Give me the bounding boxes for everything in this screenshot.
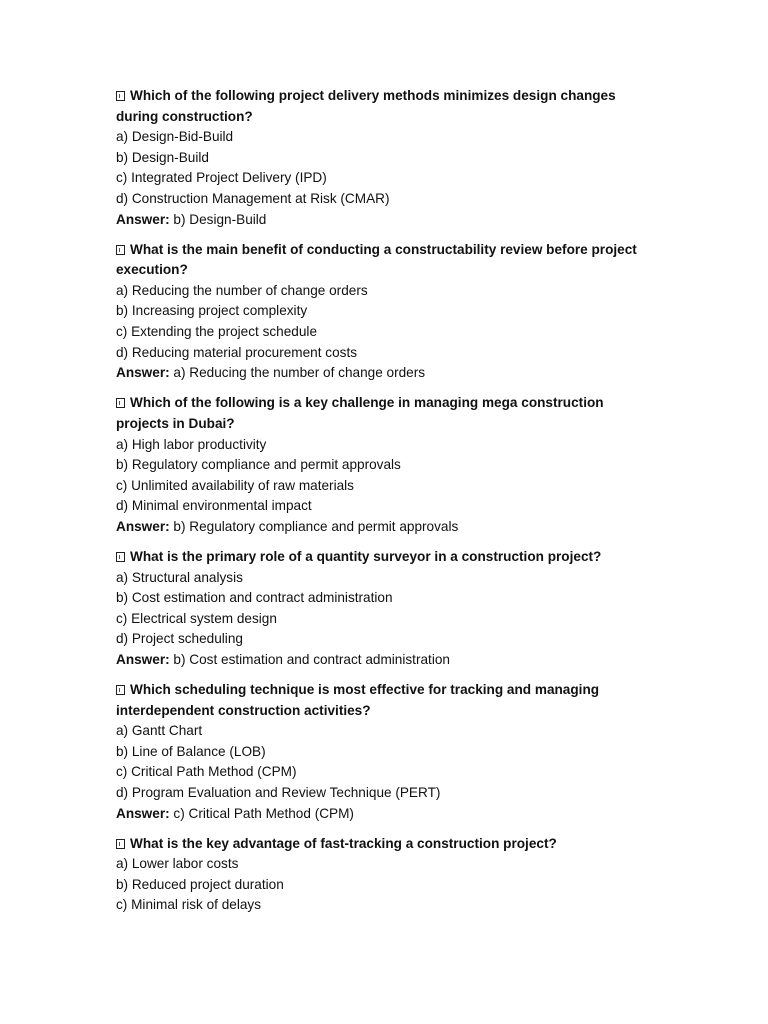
answer-value: b) Cost estimation and contract administration [173,651,450,667]
question-text: Which of the following project delivery methods minimizes design changes during construction? [116,88,616,124]
option: a) Gantt Chart [116,723,203,739]
option: a) Reducing the number of change orders [116,282,368,298]
bullet-icon [116,552,125,562]
option: c) Minimal risk of delays [116,897,262,913]
option: d) Program Evaluation and Review Technique (PERT) [116,785,441,800]
option: c) Electrical system design [116,610,277,626]
answer-label: Answer: [116,805,170,821]
option: d) Reducing material procurement costs [116,344,358,360]
answer-value: b) Regulatory compliance and permit approvals [173,518,459,534]
question-block [116,86,656,230]
option: c) Unlimited availability of raw materials [116,477,354,493]
answer-line [116,650,656,671]
question-text: Which scheduling technique is most effective for tracking and managing interdependent construction activities? [116,682,600,718]
option: b) Cost estimation and contract administration [116,590,393,606]
question-block [116,834,656,916]
question-block [116,547,656,671]
option: d) Minimal environmental impact [116,498,312,514]
bullet-icon [116,398,125,408]
bullet-icon [116,245,125,255]
option: d) Construction Management at Risk (CMAR) [116,190,390,206]
question-text: Which of the following is a key challenge in managing mega construction projects in Dubai? [116,395,604,431]
question-text: What is the primary role of a quantity surveyor in a construction project? [116,547,656,568]
question-block [116,393,656,537]
option: c) Extending the project schedule [116,324,318,340]
option: a) Structural analysis [116,569,243,585]
option: b) Regulatory compliance and permit approvals [116,457,401,473]
answer-label: Answer: [116,211,170,227]
option: a) High labor productivity [116,436,267,452]
option: b) Line of Balance (LOB) [116,743,266,759]
option: c) Integrated Project Delivery (IPD) [116,170,327,186]
answer-line [116,210,656,231]
bullet-icon [116,91,125,101]
answer-line [116,363,656,384]
answer-line [116,517,656,538]
quiz-document [116,86,656,926]
question-text: What is the key advantage of fast-tracking a construction project? [116,834,656,855]
bullet-icon [116,839,125,849]
option: b) Increasing project complexity [116,303,308,319]
answer-value: b) Design-Build [173,211,267,227]
option: a) Design-Bid-Build [116,129,234,145]
answer-label: Answer: [116,518,170,534]
option: b) Reduced project duration [116,876,284,892]
option: d) Project scheduling [116,631,243,647]
answer-value: c) Critical Path Method (CPM) [173,805,354,821]
answer-label: Answer: [116,651,170,667]
option: b) Design-Build [116,149,209,165]
question-block [116,680,656,824]
bullet-icon [116,685,125,695]
question-text: What is the main benefit of conducting a constructability review before project execution? [116,241,637,278]
question-block [116,240,656,384]
option: a) Lower labor costs [116,856,239,872]
answer-value: a) Reducing the number of change orders [173,365,426,381]
option: c) Critical Path Method (CPM) [116,764,297,780]
answer-line [116,804,656,825]
answer-label: Answer: [116,365,170,381]
